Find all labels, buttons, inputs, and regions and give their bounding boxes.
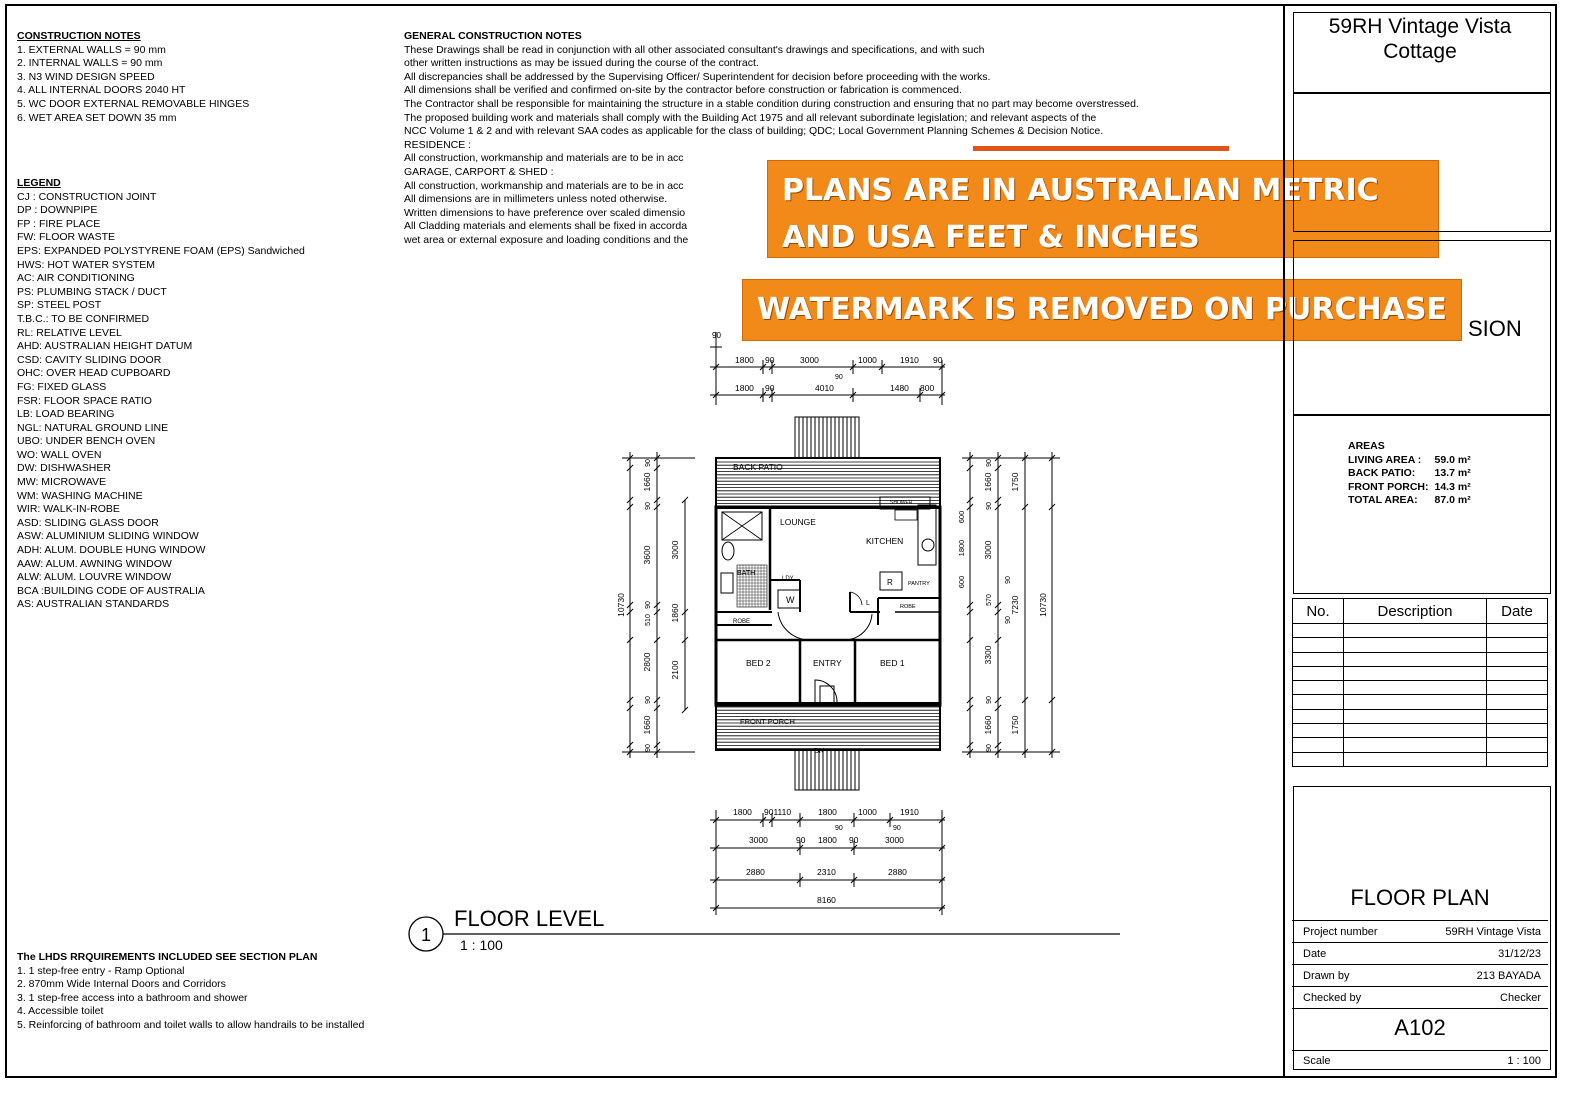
top-dim-2-1: 90: [765, 383, 775, 393]
revision-header-no: No.: [1293, 599, 1344, 624]
note-line: All dimensions are in millimeters unless noted otherwise.: [404, 193, 668, 206]
info-value: 31/12/23: [1498, 948, 1541, 960]
revision-cell: [1293, 624, 1344, 638]
view-number: 1: [420, 925, 432, 945]
note-line: T.B.C.: TO BE CONFIRMED: [17, 312, 150, 325]
watermark-line-1: PLANS ARE IN AUSTRALIAN METRIC: [782, 173, 1379, 208]
right-dim-c1-3: 600: [957, 510, 966, 524]
note-line: ADH: ALUM. DOUBLE HUNG WINDOW: [17, 544, 206, 557]
watermark-red-strip: [973, 146, 1229, 151]
info-divider: [1292, 986, 1548, 987]
revision-row: [1293, 709, 1548, 723]
front-porch-deck: [716, 703, 940, 750]
left-dim-c1-0: 90: [645, 459, 652, 467]
bottom-dim-2-2: 1800: [818, 835, 837, 845]
note-line: All Cladding materials and elements shall be fixed in accorda: [404, 220, 688, 233]
bottom-dim-2-4: 3000: [885, 835, 904, 845]
house-walls: [716, 497, 940, 705]
room-label-bed2: BED 2: [746, 658, 771, 668]
note-line: AC: AIR CONDITIONING: [17, 272, 135, 285]
area-value: 14.3 m²: [1434, 480, 1471, 493]
note-line: RESIDENCE :: [404, 138, 472, 151]
partial-revision-label: SION: [1468, 316, 1522, 341]
top-dim-1-5: 90: [933, 355, 943, 365]
note-line: wet area or external exposure and loading conditions and the: [404, 233, 689, 246]
right-dim-c1-4: 1800: [957, 539, 966, 557]
top-dim-2-2: 4010: [815, 383, 834, 393]
room-label-front-porch: FRONT PORCH: [740, 717, 795, 726]
revision-cell: [1487, 624, 1548, 638]
revision-row: [1293, 638, 1548, 652]
right-dim-c3-2: 90: [1005, 616, 1012, 624]
revision-row: [1293, 695, 1548, 709]
info-value: 1 : 100: [1507, 1055, 1541, 1067]
area-value: 59.0 m²: [1434, 453, 1471, 466]
room-label-bath: BATH: [737, 570, 756, 577]
right-dim-c1-1: 1660: [983, 472, 993, 492]
revision-cell: [1293, 738, 1344, 752]
linen-label: L: [866, 600, 870, 607]
room-label-lounge: LOUNGE: [780, 517, 816, 527]
left-dim-c1-3: 3600: [642, 545, 652, 565]
note-line: 5. Reinforcing of bathroom and toilet walls to allow handrails to be installed: [17, 1018, 365, 1031]
revision-cell: [1344, 624, 1487, 638]
note-line: The Contractor shall be responsible for maintaining the structure in a stable condition during construction and ensuring that no part may become overstressed.: [404, 97, 1139, 110]
revision-cell: [1487, 695, 1548, 709]
note-line: ALW: ALUM. LOUVRE WINDOW: [17, 571, 172, 584]
right-dim-c1-10: 90: [986, 744, 993, 752]
note-line: 3. 1 step-free access into a bathroom and shower: [17, 991, 248, 1004]
revision-cell: [1293, 681, 1344, 695]
room-label-ldy: LDY: [782, 576, 794, 582]
note-line: SP: STEEL POST: [17, 299, 102, 312]
bottom-dim-2-1: 90: [796, 835, 806, 845]
note-line: All dimensions shall be verified and confirmed on-site by the contractor before construction or fabrication is commenced.: [404, 84, 962, 97]
lhds-heading: The LHDS RRQUIREMENTS INCLUDED SEE SECTION PLAN: [17, 951, 318, 963]
note-line: 1. EXTERNAL WALLS = 90 mm: [17, 43, 166, 56]
fridge-label: R: [887, 578, 893, 587]
revision-table: [1292, 598, 1548, 767]
top-dim-1-3: 1000: [858, 355, 877, 365]
watermark-line-2: AND USA FEET & INCHES: [782, 220, 1200, 255]
room-label-kitchen: KITCHEN: [866, 536, 904, 546]
bottom-dim-1-2: 1800: [818, 807, 837, 817]
bottom-dim-1b-1: 90: [893, 825, 901, 832]
info-value: 59RH Vintage Vista: [1445, 926, 1541, 938]
area-value: 13.7 m²: [1434, 467, 1471, 479]
construction-notes-heading: CONSTRUCTION NOTES: [17, 30, 141, 42]
note-line: FP : FIRE PLACE: [17, 217, 101, 230]
info-label: Project number: [1303, 926, 1378, 938]
revision-cell: [1487, 752, 1548, 766]
bottom-dim-3-0: 2880: [746, 867, 765, 877]
watermark-line-3: WATERMARK IS REMOVED ON PURCHASE: [757, 292, 1447, 327]
note-line: All construction, workmanship and materials are to be in acc: [404, 152, 684, 165]
right-dim-c1-2: 90: [986, 502, 993, 510]
back-stairs: [795, 417, 859, 459]
note-line: 4. Accessible toilet: [17, 1005, 104, 1018]
areas-table: [1348, 454, 1477, 508]
note-line: RL: RELATIVE LEVEL: [17, 326, 122, 339]
info-row-scale: [1303, 1055, 1541, 1067]
top-dim-2-0: 1800: [735, 383, 754, 393]
bottom-dim-4: 8160: [817, 895, 836, 905]
note-line: FW: FLOOR WASTE: [17, 231, 116, 244]
note-line: CSD: CAVITY SLIDING DOOR: [17, 353, 162, 366]
note-line: WM: WASHING MACHINE: [17, 489, 143, 502]
note-line: WO: WALL OVEN: [17, 448, 102, 461]
room-label-pantry: PANTRY: [908, 581, 930, 587]
info-label: Date: [1303, 948, 1327, 960]
note-line: 2. INTERNAL WALLS = 90 mm: [17, 57, 163, 70]
right-dim-c1-7: 3300: [983, 645, 993, 665]
note-line: PS: PLUMBING STACK / DUCT: [17, 285, 167, 298]
room-label-w: W: [786, 595, 795, 605]
info-row-project-number: [1303, 926, 1541, 938]
info-value: 213 BAYADA: [1476, 970, 1541, 982]
view-label: [409, 906, 1120, 953]
left-dim-c1-7: 90: [645, 696, 652, 704]
revision-cell: [1487, 681, 1548, 695]
revision-cell: [1293, 695, 1344, 709]
info-row-date: [1303, 948, 1541, 960]
revision-cell: [1344, 709, 1487, 723]
legend-heading: LEGEND: [17, 177, 61, 189]
right-dim-c1-0: 90: [986, 459, 993, 467]
note-line: BCA :BUILDING CODE OF AUSTRALIA: [17, 584, 205, 597]
right-dim-c1-8: 90: [986, 696, 993, 704]
room-label-robe-left: ROBE: [733, 619, 751, 625]
project-title: 59RH Vintage Vista Cottage: [1328, 15, 1512, 63]
note-line: LB: LOAD BEARING: [17, 408, 115, 421]
right-dim-c3-4: 1750: [1010, 715, 1020, 735]
revision-cell: [1293, 752, 1344, 766]
note-line: ASD: SLIDING GLASS DOOR: [17, 516, 159, 529]
right-dim-c3-1: 90: [1005, 576, 1012, 584]
room-label-robe-right: ROBE: [900, 604, 916, 610]
left-dim-c1-2: 90: [645, 502, 652, 510]
note-line: 6. WET AREA SET DOWN 35 mm: [17, 111, 177, 124]
revision-row: [1293, 738, 1548, 752]
revision-row: [1293, 681, 1548, 695]
areas-row: [1348, 454, 1477, 468]
title-block: [1283, 4, 1557, 1078]
note-line: These Drawings shall be read in conjunction with all other associated consultant's drawings and specifications, and with such: [404, 43, 985, 56]
bottom-dim-1b-0: 90: [835, 825, 843, 832]
revision-row: [1293, 666, 1548, 680]
left-dim-c1-8: 1660: [642, 715, 652, 735]
note-line: 3. N3 WIND DESIGN SPEED: [17, 70, 155, 83]
areas-summary: [1348, 440, 1477, 508]
left-dim-outer: 10730: [616, 593, 626, 617]
revision-cell: [1293, 709, 1344, 723]
revision-cell: [1487, 724, 1548, 738]
left-dim-c2-1: 1860: [670, 603, 680, 623]
top-dim-1-1: 90: [765, 355, 775, 365]
note-line: FG: FIXED GLASS: [17, 380, 107, 393]
note-line: NCC Volume 1 & 2 and with relevant SAA codes as applicable for the class of building; QDC; Local Government Planning Schemes & Decision Notice.: [404, 125, 1104, 138]
info-label: Scale: [1303, 1055, 1331, 1067]
areas-row: [1348, 494, 1477, 508]
note-line: DW: DISHWASHER: [17, 462, 111, 475]
info-divider: [1292, 1008, 1548, 1009]
info-row-checked-by: [1303, 992, 1541, 1004]
note-line: 2. 870mm Wide Internal Doors and Corridors: [17, 978, 226, 991]
note-line: GARAGE, CARPORT & SHED :: [404, 165, 554, 178]
right-dim-c1-6: 570: [986, 594, 993, 606]
area-label: FRONT PORCH:: [1348, 480, 1429, 493]
area-label: TOTAL AREA:: [1348, 494, 1418, 506]
right-dim-outer: 10730: [1038, 593, 1048, 617]
note-line: UBO: UNDER BENCH OVEN: [17, 435, 156, 448]
area-label: LIVING AREA :: [1348, 453, 1422, 466]
revision-cell: [1344, 681, 1487, 695]
right-dim-c3-0: 1750: [1010, 472, 1020, 492]
info-row-drawn-by: [1303, 970, 1541, 982]
bottom-dim-1-0: 1800: [733, 807, 752, 817]
note-line: FSR: FLOOR SPACE RATIO: [17, 394, 152, 407]
left-dim-c1-1: 1660: [642, 472, 652, 492]
note-line: Written dimensions to have preference over scaled dimensio: [404, 206, 686, 219]
top-dim-1-4: 1910: [900, 355, 919, 365]
view-scale: 1 : 100: [460, 937, 503, 953]
note-line: All construction, workmanship and materials are to be in acc: [404, 179, 684, 192]
area-value: 87.0 m²: [1434, 494, 1471, 506]
areas-row: [1348, 481, 1477, 495]
revision-cell: [1487, 738, 1548, 752]
info-divider: [1292, 942, 1548, 943]
note-line: AAW: ALUM. AWNING WINDOW: [17, 557, 172, 570]
revision-cell: [1293, 666, 1344, 680]
note-line: other written instructions as may be issued during the course of the contract.: [404, 57, 759, 70]
sheet-name-divider: [1292, 920, 1548, 921]
right-dim-c2-0: 3000: [983, 540, 993, 560]
note-line: NGL: NATURAL GROUND LINE: [17, 421, 169, 434]
top-dim-0: 90: [712, 331, 721, 340]
note-line: The proposed building work and materials shall comply with the Building Act 1975 and all relevant subordinate legislation; and relevant aspects of the: [404, 111, 1097, 124]
note-line: All discrepancies shall be addressed by the Supervising Officer/ Superintendent for decision before proceeding with the works.: [404, 70, 991, 83]
top-dim-1-0: 1800: [735, 355, 754, 365]
revision-row: [1293, 752, 1548, 766]
shower-label: SHOWER: [890, 500, 913, 506]
top-dim-1-2: 3000: [800, 355, 819, 365]
note-line: 4. ALL INTERNAL DOORS 2040 HT: [17, 84, 186, 97]
revision-cell: [1344, 652, 1487, 666]
info-label: Drawn by: [1303, 970, 1350, 982]
front-stairs: [795, 748, 859, 790]
top-dim-2-3: 1480: [890, 383, 909, 393]
left-dim-c1-6: 2800: [642, 652, 652, 672]
revision-header-description: Description: [1344, 599, 1487, 624]
revision-cell: [1293, 638, 1344, 652]
left-dim-c1-4: 90: [645, 601, 652, 609]
revision-cell: [1344, 666, 1487, 680]
areas-row: [1348, 467, 1477, 481]
revision-header-date: Date: [1487, 599, 1548, 624]
note-line: 5. WC DOOR EXTERNAL REMOVABLE HINGES: [17, 97, 250, 110]
note-line: MW: MICROWAVE: [17, 476, 107, 489]
left-dim-c1-9: 90: [645, 744, 652, 752]
revision-cell: [1293, 724, 1344, 738]
blank-box-1: [1293, 92, 1551, 232]
revision-cell: [1487, 638, 1548, 652]
areas-heading: AREAS: [1348, 440, 1385, 452]
stair-label-dn: DN: [814, 748, 825, 755]
info-divider: [1292, 964, 1548, 965]
right-dim-c1-5: 600: [957, 575, 966, 589]
revision-cell: [1344, 695, 1487, 709]
revision-row: [1293, 652, 1548, 666]
bottom-dim-1-1: 901110: [764, 807, 792, 817]
bottom-dim-1-3: 1000: [858, 807, 877, 817]
note-line: EPS: EXPANDED POLYSTYRENE FOAM (EPS) Sandwiched: [17, 244, 305, 257]
room-label-entry: ENTRY: [813, 658, 842, 668]
note-line: DP : DOWNPIPE: [17, 204, 98, 217]
info-label: Checked by: [1303, 992, 1362, 1004]
scale-divider: [1292, 1050, 1548, 1051]
revision-cell: [1344, 738, 1487, 752]
revision-cell: [1487, 666, 1548, 680]
info-value: Checker: [1500, 992, 1541, 1004]
room-label-bed1: BED 1: [880, 658, 905, 668]
general-notes-heading: GENERAL CONSTRUCTION NOTES: [404, 30, 582, 42]
note-line: AS: AUSTRALIAN STANDARDS: [17, 598, 170, 611]
revision-cell: [1293, 652, 1344, 666]
view-title: FLOOR LEVEL: [454, 906, 605, 931]
revision-cell: [1344, 724, 1487, 738]
bottom-dim-2-3: 90: [849, 835, 859, 845]
right-dim-c3-3: 7230: [1010, 595, 1020, 615]
note-line: OHC: OVER HEAD CUPBOARD: [17, 367, 171, 380]
left-dim-c1-5: 510: [645, 614, 652, 626]
right-dim-c1-9: 1660: [983, 715, 993, 735]
top-dim-1b: 90: [835, 374, 843, 381]
area-label: BACK PATIO:: [1348, 467, 1416, 479]
room-label-back-patio: BACK PATIO: [733, 462, 783, 472]
revision-row: [1293, 724, 1548, 738]
bottom-dim-2-0: 3000: [749, 835, 768, 845]
revision-cell: [1487, 709, 1548, 723]
note-line: HWS: HOT WATER SYSTEM: [17, 258, 156, 271]
note-line: CJ : CONSTRUCTION JOINT: [17, 190, 157, 203]
left-dim-c2-0: 3000: [670, 540, 680, 560]
bottom-dim-3-1: 2310: [817, 867, 836, 877]
sheet-number: A102: [1394, 1015, 1446, 1040]
revision-cell: [1344, 752, 1487, 766]
note-line: AHD: AUSTRALIAN HEIGHT DATUM: [17, 340, 193, 353]
revision-row: [1293, 624, 1548, 638]
revision-cell: [1344, 638, 1487, 652]
note-line: WIR: WALK-IN-ROBE: [17, 503, 120, 516]
revision-cell: [1487, 652, 1548, 666]
top-dim-2-4: 800: [920, 383, 935, 393]
bottom-dim-3-2: 2880: [888, 867, 907, 877]
note-line: 1. 1 step-free entry - Ramp Optional: [17, 964, 185, 977]
left-dim-c2-2: 2100: [670, 660, 680, 680]
bottom-dim-1-4: 1910: [900, 807, 919, 817]
sheet-name: FLOOR PLAN: [1350, 885, 1490, 910]
note-line: ASW: ALUMINIUM SLIDING WINDOW: [17, 530, 199, 543]
